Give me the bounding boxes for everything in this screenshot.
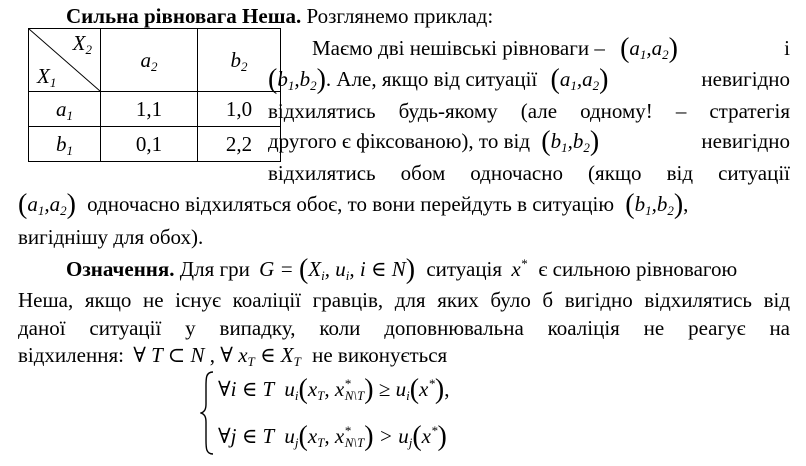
para1-line1: Маємо дві нешівські рівноваги – $(a_1,a_2)$ і — [312, 33, 790, 64]
definition-line3: даної ситуації у випадку, коли доповнювальна коаліція не реагує на — [18, 316, 790, 340]
definition-line2: Неша, якщо не існує коаліції гравців, для яких було б вигідно відхилятись від — [18, 288, 790, 312]
para1-line5: відхилятись обом одночасно (якщо від ситуації — [268, 161, 790, 185]
para1-line3: відхилятись будь-якому (але одному! – стратегія — [268, 99, 790, 123]
column-header: $b_2$ — [198, 29, 281, 92]
section-heading — [66, 3, 493, 29]
corner-bottom-label: $X_1$ — [37, 64, 57, 90]
para1-line6: $(a_1,a_2)$ одночасно відхиляться обоє, то вони перейдуть в ситуацію $(b_1,b_2)$, — [18, 189, 689, 220]
table-corner-cell — [29, 29, 101, 92]
para1-line4: другого є фіксованою), то від $(b_1,b_2)$ невигідно — [268, 126, 790, 157]
table-cell: 1,0 — [198, 92, 281, 127]
para1-line2: $(b_1,b_2)$. Але, якщо від ситуації $(a_1,a_2)$ невигідно — [268, 64, 790, 95]
corner-top-label: $X_2$ — [72, 31, 92, 57]
table-cell: 1,1 — [101, 92, 198, 127]
payoff-table — [28, 28, 281, 162]
table-cell: 0,1 — [101, 127, 198, 162]
row-header: $a_1$ — [29, 92, 101, 127]
condition-line1: ∀i ∈ T $u_i(x_T$, $x^*_{N\backslash T}) \ge u_i(x^*)$, — [218, 374, 450, 405]
para1-line7: вигіднішу для обох). — [18, 225, 204, 249]
definition-line1: Означення. Для гри $G = (X_i$, $u_i$, i ∈ N) ситуація x* є сильною рівновагою — [66, 254, 738, 285]
column-header: $a_2$ — [101, 29, 198, 92]
heading-bold: Сильна рівновага Неша. — [66, 4, 302, 28]
row-header: $b_1$ — [29, 127, 101, 162]
heading-rest: Розглянемо приклад: — [301, 4, 494, 28]
left-brace — [200, 370, 216, 456]
definition-line4: відхилення: ∀ T ⊂ N , ∀ $x_T$ ∈ $X_T$ не виконується — [18, 343, 448, 369]
table-cell: 2,2 — [198, 127, 281, 162]
condition-line2: ∀j ∈ T $u_j(x_T$, $x^*_{N\backslash T}) > u_j(x^*)$ — [218, 421, 447, 452]
